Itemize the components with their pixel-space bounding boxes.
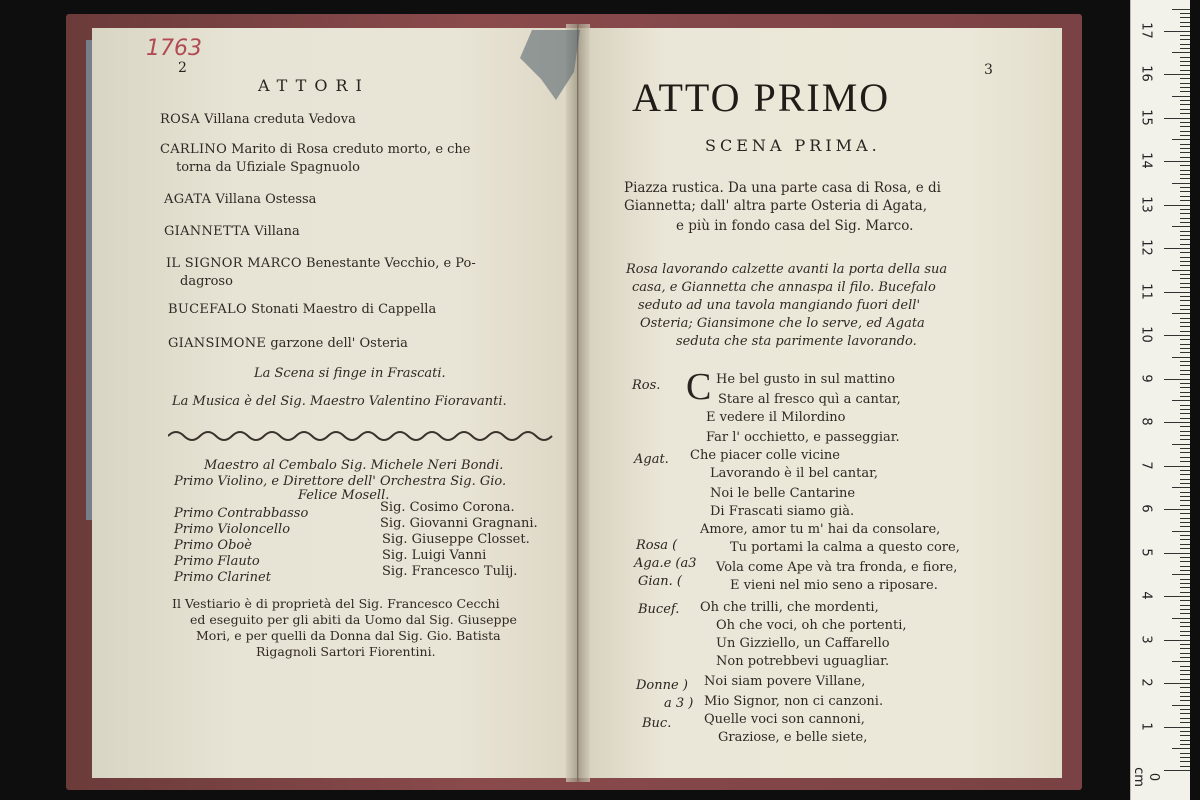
ruler-tick: [1172, 96, 1190, 97]
ruler-tick: [1180, 383, 1190, 384]
ruler-tick: [1180, 104, 1190, 105]
verse-line: Noi siam povere Villane,: [704, 674, 866, 689]
ruler-tick: [1180, 274, 1190, 275]
cast-entry: GIANNETTA Villana: [164, 224, 300, 239]
ruler-tick: [1180, 448, 1190, 449]
handwritten-note: 1763: [146, 36, 202, 61]
ruler-number: 13: [1138, 195, 1154, 213]
ruler-tick: [1180, 170, 1190, 171]
stage-direction-line: casa, e Giannetta che annaspa il filo. Bucefalo: [632, 280, 936, 295]
ruler-tick: [1180, 244, 1190, 245]
ruler-tick: [1180, 718, 1190, 719]
ruler-tick: [1180, 278, 1190, 279]
ruler-tick: [1180, 348, 1190, 349]
ruler-tick: [1180, 539, 1190, 540]
scene-note: La Scena si finge in Frascati.: [254, 366, 446, 381]
ruler-tick: [1180, 605, 1190, 606]
ruler-tick: [1180, 435, 1190, 436]
ruler-tick: [1180, 35, 1190, 36]
ruler-number: 5: [1138, 547, 1154, 557]
ruler-tick: [1180, 483, 1190, 484]
verse-line: Far l' occhietto, e passeggiar.: [706, 430, 900, 445]
ruler-tick: [1164, 161, 1190, 162]
ruler-number: 6: [1138, 504, 1154, 513]
verse-line: Di Frascati siamo già.: [710, 504, 855, 519]
ruler-tick: [1172, 52, 1190, 53]
ruler-tick: [1180, 322, 1190, 323]
verse-line: E vieni nel mio seno a riposare.: [730, 578, 938, 593]
speaker-label: Gian. (: [638, 574, 683, 589]
ruler-tick: [1164, 205, 1190, 206]
drop-cap: C: [686, 366, 712, 408]
book-gutter: [566, 24, 590, 782]
ruler-tick: [1172, 226, 1190, 227]
ruler-tick: [1180, 70, 1190, 71]
ruler-tick: [1180, 209, 1190, 210]
ruler-tick: [1180, 692, 1190, 693]
stage-direction-line: seduta che sta parimente lavorando.: [676, 334, 917, 349]
ruler-tick: [1180, 626, 1190, 627]
stage-direction-line: Rosa lavorando calzette avanti la porta della sua: [626, 262, 948, 277]
ruler-tick: [1180, 566, 1190, 567]
orchestra-name: Sig. Giovanni Gragnani.: [380, 516, 538, 531]
ruler-tick: [1180, 200, 1190, 201]
ruler-tick: [1180, 283, 1190, 284]
setting-line: e più in fondo casa del Sig. Marco.: [676, 218, 914, 234]
cast-heading: ATTORI: [258, 76, 370, 95]
ruler-tick: [1180, 413, 1190, 414]
orchestra-name: Sig. Cosimo Corona.: [380, 500, 515, 515]
ruler-tick: [1180, 196, 1190, 197]
ruler-tick: [1180, 740, 1190, 741]
ruler-number: 17: [1138, 21, 1154, 39]
costume-line: Mori, e per quelli da Donna dal Sig. Gio. Batista: [196, 628, 501, 643]
verse-line: Graziose, e belle siete,: [718, 730, 868, 745]
ruler-tick: [1180, 152, 1190, 153]
maestro-line: Felice Mosell.: [298, 488, 390, 503]
ruler-tick: [1172, 183, 1190, 184]
verse-line: E vedere il Milordino: [706, 410, 846, 425]
ruler-tick: [1180, 657, 1190, 658]
ruler-tick: [1180, 78, 1190, 79]
ruler-tick: [1180, 561, 1190, 562]
verse-line: Un Gizziello, un Caffarello: [716, 636, 890, 651]
ruler-tick: [1180, 526, 1190, 527]
ruler-tick: [1180, 535, 1190, 536]
ruler-tick: [1180, 326, 1190, 327]
ornamental-divider: [168, 428, 554, 444]
ruler-tick: [1180, 470, 1190, 471]
ruler-tick: [1180, 218, 1190, 219]
ruler-tick: [1180, 361, 1190, 362]
verse-line: Non potrebbevi uguagliar.: [716, 654, 890, 669]
cast-entry: AGATA Villana Ostessa: [164, 192, 317, 207]
ruler-tick: [1180, 235, 1190, 236]
ruler-tick: [1180, 587, 1190, 588]
maestro-line: Maestro al Cembalo Sig. Michele Neri Bondi.: [204, 458, 504, 473]
ruler-tick: [1180, 757, 1190, 758]
ruler-tick: [1180, 479, 1190, 480]
ruler-tick: [1180, 113, 1190, 114]
ruler-tick: [1180, 713, 1190, 714]
ruler-tick: [1180, 187, 1190, 188]
ruler-tick: [1180, 265, 1190, 266]
orchestra-role: Primo Clarinet: [174, 570, 271, 585]
setting-line: Piazza rustica. Da una parte casa di Rosa, e di: [624, 180, 941, 196]
ruler-tick: [1180, 305, 1190, 306]
ruler-tick: [1180, 609, 1190, 610]
ruler-tick: [1180, 631, 1190, 632]
cast-entry: ROSA Villana creduta Vedova: [160, 112, 356, 127]
ruler-tick: [1180, 17, 1190, 18]
stage-direction-line: Osteria; Giansimone che lo serve, ed Agata: [640, 316, 925, 331]
ruler-tick: [1164, 466, 1190, 467]
ruler-tick: [1172, 9, 1190, 10]
ruler-tick: [1180, 100, 1190, 101]
ruler-tick: [1180, 505, 1190, 506]
ruler-tick: [1180, 557, 1190, 558]
ruler-tick: [1180, 744, 1190, 745]
ruler-tick: [1180, 500, 1190, 501]
ruler-tick: [1180, 300, 1190, 301]
ruler-tick: [1180, 296, 1190, 297]
ruler-tick: [1180, 109, 1190, 110]
ruler-tick: [1180, 548, 1190, 549]
ruler-tick: [1180, 331, 1190, 332]
ruler-tick: [1180, 583, 1190, 584]
cast-entry: IL SIGNOR MARCO Benestante Vecchio, e Po-: [166, 256, 476, 271]
ruler-tick: [1180, 387, 1190, 388]
ruler-tick: [1180, 144, 1190, 145]
ruler-tick: [1180, 496, 1190, 497]
ruler-tick: [1180, 687, 1190, 688]
ruler-tick: [1180, 613, 1190, 614]
costume-line: ed eseguito per gli abiti da Uomo dal Sig. Giuseppe: [190, 612, 517, 627]
speaker-label: Donne ): [636, 678, 688, 693]
ruler-tick: [1172, 748, 1190, 749]
cast-entry: GIANSIMONE garzone dell' Osteria: [168, 336, 408, 351]
ruler-tick: [1180, 91, 1190, 92]
ruler-number: 10: [1138, 326, 1154, 343]
ruler-tick: [1180, 252, 1190, 253]
ruler-tick: [1180, 65, 1190, 66]
ruler-tick: [1180, 457, 1190, 458]
ruler-tick: [1164, 292, 1190, 293]
ruler-tick: [1180, 653, 1190, 654]
ruler-number: 11: [1138, 282, 1154, 300]
ruler-tick: [1164, 553, 1190, 554]
ruler-tick: [1172, 357, 1190, 358]
ruler-tick: [1180, 157, 1190, 158]
scene-title: SCENA PRIMA.: [705, 136, 881, 155]
ruler-tick: [1180, 174, 1190, 175]
ruler-unit-label: 0 cm: [1131, 767, 1161, 787]
ruler-tick: [1172, 705, 1190, 706]
ruler-tick: [1180, 622, 1190, 623]
ruler-tick: [1180, 83, 1190, 84]
cast-entry-cont: dagroso: [180, 274, 233, 289]
music-note: La Musica è del Sig. Maestro Valentino Fioravanti.: [172, 394, 507, 409]
ruler-tick: [1180, 679, 1190, 680]
verse-line: Tu portami la calma a questo core,: [730, 540, 960, 555]
ruler-tick: [1180, 492, 1190, 493]
ruler-tick: [1180, 122, 1190, 123]
ruler-tick: [1180, 22, 1190, 23]
stage-direction-line: seduto ad una tavola mangiando fuori dell': [638, 298, 921, 313]
ruler-tick: [1180, 135, 1190, 136]
ruler-tick: [1180, 461, 1190, 462]
ruler-number: 3: [1138, 634, 1154, 644]
ruler-tick: [1180, 522, 1190, 523]
ruler-tick: [1164, 770, 1190, 771]
verse-line: Che piacer colle vicine: [690, 448, 840, 463]
ruler-tick: [1180, 700, 1190, 701]
ruler-tick: [1180, 600, 1190, 601]
page-number-right: 3: [984, 62, 993, 78]
orchestra-role: Primo Violoncello: [174, 522, 291, 537]
costume-line: Rigagnoli Sartori Fiorentini.: [256, 644, 436, 659]
speaker-label: Aga.e (a3: [634, 556, 697, 571]
ruler-tick: [1180, 191, 1190, 192]
ruler-number: 9: [1138, 373, 1154, 383]
ruler-tick: [1164, 596, 1190, 597]
cast-entry: BUCEFALO Stonati Maestro di Cappella: [168, 302, 437, 317]
ruler-tick: [1180, 61, 1190, 62]
orchestra-role: Primo Contrabbasso: [174, 506, 309, 521]
ruler-tick: [1180, 418, 1190, 419]
ruler-tick: [1180, 261, 1190, 262]
ruler-number: 4: [1138, 591, 1154, 600]
cast-entry: CARLINO Marito di Rosa creduto morto, e che: [160, 142, 471, 157]
ruler-number: 7: [1138, 460, 1154, 470]
verse-line: Vola come Ape và tra fronda, e fiore,: [716, 560, 958, 575]
ruler-tick: [1180, 431, 1190, 432]
ruler-tick: [1180, 666, 1190, 667]
ruler-tick: [1180, 592, 1190, 593]
ruler-tick: [1172, 139, 1190, 140]
verse-line: Quelle voci son cannoni,: [704, 712, 865, 727]
ruler-tick: [1180, 709, 1190, 710]
ruler-number: 14: [1138, 152, 1154, 169]
verse-line: Amore, amor tu m' hai da consolare,: [700, 522, 941, 537]
ruler-tick: [1180, 87, 1190, 88]
ruler-number: 1: [1138, 721, 1154, 731]
ruler-tick: [1180, 365, 1190, 366]
ruler-tick: [1180, 761, 1190, 762]
orchestra-role: Primo Flauto: [174, 554, 260, 569]
speaker-label: Agat.: [634, 452, 669, 467]
ruler-tick: [1180, 696, 1190, 697]
ruler-tick: [1180, 513, 1190, 514]
speaker-label: Rosa (: [636, 538, 678, 553]
ruler-tick: [1180, 579, 1190, 580]
ruler-tick: [1180, 231, 1190, 232]
ruler-tick: [1180, 452, 1190, 453]
ruler-number: 15: [1138, 108, 1154, 126]
ruler-number: 8: [1138, 417, 1154, 426]
ruler-tick: [1180, 318, 1190, 319]
ruler-tick: [1180, 165, 1190, 166]
ruler-tick: [1172, 270, 1190, 271]
ruler-tick: [1172, 531, 1190, 532]
ruler-tick: [1180, 753, 1190, 754]
ruler-tick: [1180, 148, 1190, 149]
verse-line: Mio Signor, non ci canzoni.: [704, 694, 884, 709]
ruler-tick: [1172, 400, 1190, 401]
ruler-tick: [1180, 352, 1190, 353]
maestro-line: Primo Violino, e Direttore dell' Orchestra Sig. Gio.: [174, 474, 507, 489]
ruler-tick: [1180, 644, 1190, 645]
ruler-tick: [1180, 339, 1190, 340]
ruler-tick: [1180, 213, 1190, 214]
ruler-tick: [1172, 618, 1190, 619]
ruler-tick: [1180, 257, 1190, 258]
ruler-tick: [1172, 487, 1190, 488]
ruler-tick: [1180, 370, 1190, 371]
ruler-tick: [1180, 544, 1190, 545]
ruler-tick: [1164, 379, 1190, 380]
orchestra-name: Sig. Giuseppe Closset.: [382, 532, 530, 547]
ruler-tick: [1164, 509, 1190, 510]
ruler-tick: [1180, 731, 1190, 732]
orchestra-name: Sig. Luigi Vanni: [382, 548, 487, 563]
ruler-tick: [1180, 409, 1190, 410]
ruler-tick: [1180, 44, 1190, 45]
ruler-tick: [1180, 766, 1190, 767]
ruler-tick: [1180, 48, 1190, 49]
ruler-tick: [1164, 422, 1190, 423]
ruler-number: 2: [1138, 678, 1154, 687]
ruler-tick: [1180, 648, 1190, 649]
ruler-tick: [1180, 474, 1190, 475]
ruler-tick: [1164, 640, 1190, 641]
ruler-tick: [1164, 74, 1190, 75]
verse-line: Noi le belle Cantarine: [710, 486, 856, 501]
speaker-label: a 3 ): [664, 696, 694, 711]
speaker-label: Ros.: [632, 378, 661, 393]
ruler-tick: [1180, 344, 1190, 345]
ruler-tick: [1180, 570, 1190, 571]
page-number-left: 2: [178, 60, 187, 76]
ruler-tick: [1172, 574, 1190, 575]
ruler-tick: [1164, 248, 1190, 249]
verse-line: Lavorando è il bel cantar,: [710, 466, 879, 481]
ruler-tick: [1180, 222, 1190, 223]
ruler-tick: [1180, 405, 1190, 406]
ruler-tick: [1164, 335, 1190, 336]
measurement-ruler: [1130, 0, 1190, 800]
ruler-tick: [1180, 722, 1190, 723]
ruler-tick: [1180, 26, 1190, 27]
ruler-tick: [1180, 57, 1190, 58]
ruler-tick: [1180, 518, 1190, 519]
ruler-number: 16: [1138, 65, 1154, 82]
ruler-tick: [1180, 287, 1190, 288]
ruler-tick: [1180, 396, 1190, 397]
verse-line: He bel gusto in sul mattino: [716, 372, 895, 387]
ruler-tick: [1180, 439, 1190, 440]
ruler-tick: [1180, 309, 1190, 310]
costume-line: Il Vestiario è di proprietà del Sig. Francesco Cecchi: [172, 596, 500, 611]
ruler-tick: [1180, 635, 1190, 636]
speaker-label: Buc.: [642, 716, 672, 731]
ruler-tick: [1180, 239, 1190, 240]
ruler-tick: [1180, 670, 1190, 671]
ruler-tick: [1164, 118, 1190, 119]
ruler-tick: [1180, 674, 1190, 675]
ruler-tick: [1180, 126, 1190, 127]
act-title: ATTO PRIMO: [632, 75, 891, 120]
ruler-tick: [1180, 178, 1190, 179]
ruler-tick: [1180, 426, 1190, 427]
ruler-tick: [1164, 727, 1190, 728]
ruler-tick: [1164, 683, 1190, 684]
orchestra-role: Primo Oboè: [174, 538, 252, 553]
ruler-tick: [1172, 313, 1190, 314]
ruler-tick: [1180, 735, 1190, 736]
ruler-tick: [1180, 374, 1190, 375]
ruler-tick: [1164, 31, 1190, 32]
verse-line: Oh che trilli, che mordenti,: [700, 600, 879, 615]
cast-entry-cont: torna da Ufiziale Spagnuolo: [176, 160, 360, 175]
orchestra-name: Sig. Francesco Tulij.: [382, 564, 518, 579]
ruler-tick: [1180, 13, 1190, 14]
verse-line: Oh che voci, oh che portenti,: [716, 618, 907, 633]
ruler-tick: [1180, 131, 1190, 132]
ruler-tick: [1180, 39, 1190, 40]
ruler-tick: [1180, 392, 1190, 393]
verse-line: Stare al fresco quì a cantar,: [718, 392, 901, 407]
ruler-tick: [1172, 444, 1190, 445]
ruler-number: 12: [1138, 239, 1154, 256]
ruler-tick: [1172, 661, 1190, 662]
setting-line: Giannetta; dall' altra parte Osteria di Agata,: [624, 198, 928, 214]
speaker-label: Bucef.: [638, 602, 680, 617]
